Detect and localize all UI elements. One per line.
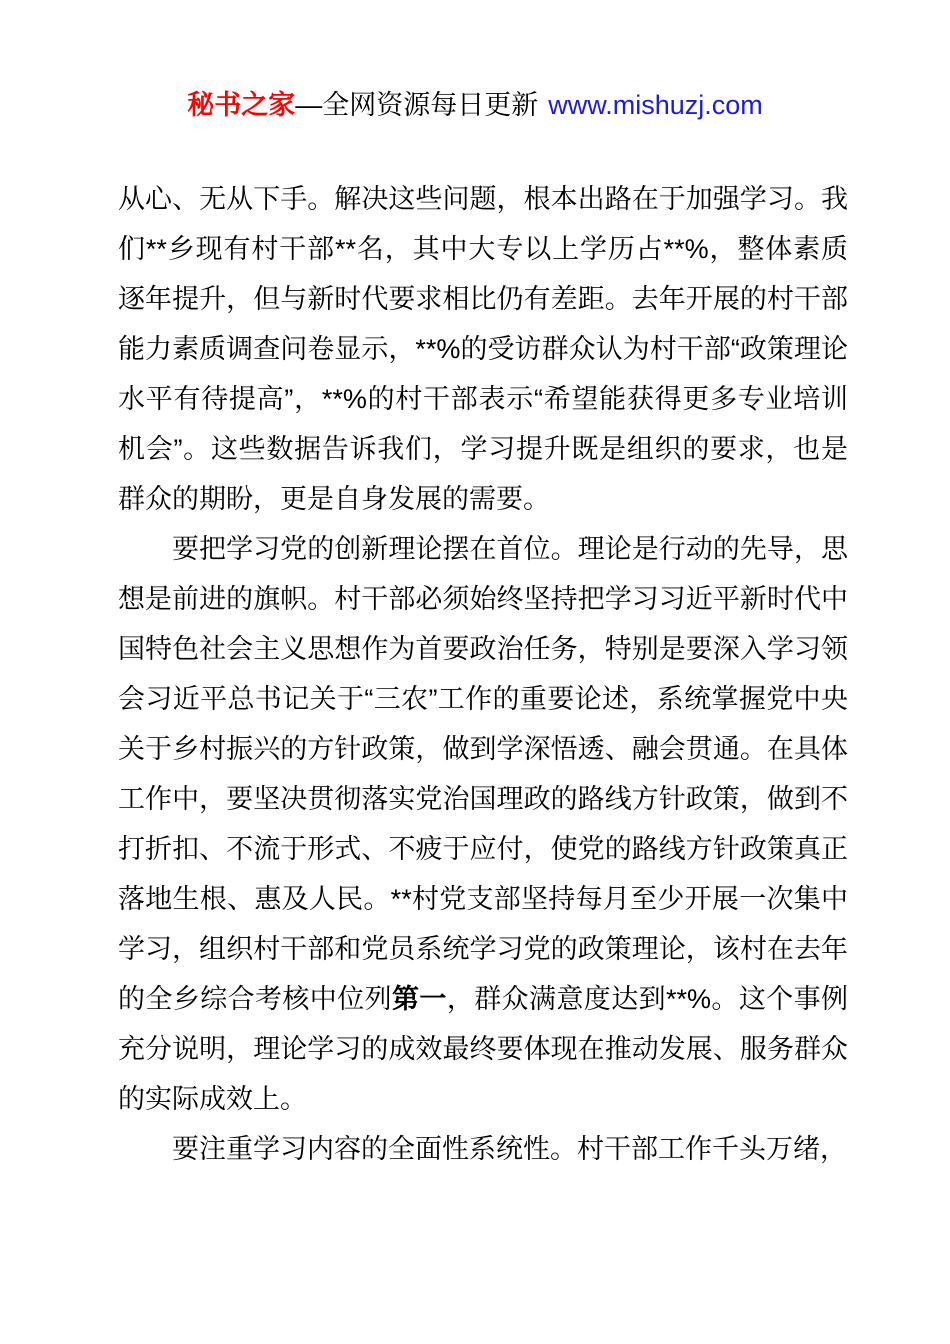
text-run: 从心、无从下手。解决这些问题，根本出路在于加强学习。我们**乡现有村干部**名，其中大专以上学历占**%，整体素质逐年提升，但与新时代要求相比仍有差距。去年开展的村干部能力素质调查问卷显示，**%的受访群众认为村干部“政策理论水平有待提高”，**%的村干部表示“希望能获得更多专业培训机会”。这些数据告诉我们，学习提升既是组织的要求，也是群众的期盼，更是自身发展的需要。 [118, 184, 848, 514]
text-run: ，群众满意度达到**%。这个事例充分说明，理论学习的成效最终要体现在推动发展、服务群众的实际成效上。 [118, 984, 849, 1114]
brand-text: 秘书之家 [187, 90, 296, 120]
bold-text-run: 第一 [392, 984, 447, 1014]
page-header [0, 0, 950, 124]
paragraph [118, 174, 848, 524]
site-url-link[interactable]: www.mishuzj.com [548, 90, 763, 120]
paragraph [118, 1124, 848, 1174]
text-run: 要注重学习内容的全面性系统性。村干部工作千头万绪， [172, 1134, 847, 1164]
paragraph [118, 524, 848, 1124]
text-run: 要把学习党的创新理论摆在首位。理论是行动的先导，思想是前进的旗帜。村干部必须始终坚持把学习习近平新时代中国特色社会主义思想作为首要政治任务，特别是要深入学习领会习近平总书记关于“三农”工作的重要论述，系统掌握党中央关于乡村振兴的方针政策，做到学深悟透、融会贯通。在具体工作中，要坚决贯彻落实党治国理政的路线方针政策，做到不打折扣、不流于形式、不疲于应付，使党的路线方针政策真正落地生根、惠及人民。**村党支部坚持每月至少开展一次集中学习，组织村干部和党员系统学习党的政策理论，该村在去年的全乡综合考核中位列 [118, 534, 848, 1014]
tagline-text: —全网资源每日更新 [295, 90, 539, 120]
document-body [118, 174, 848, 1174]
